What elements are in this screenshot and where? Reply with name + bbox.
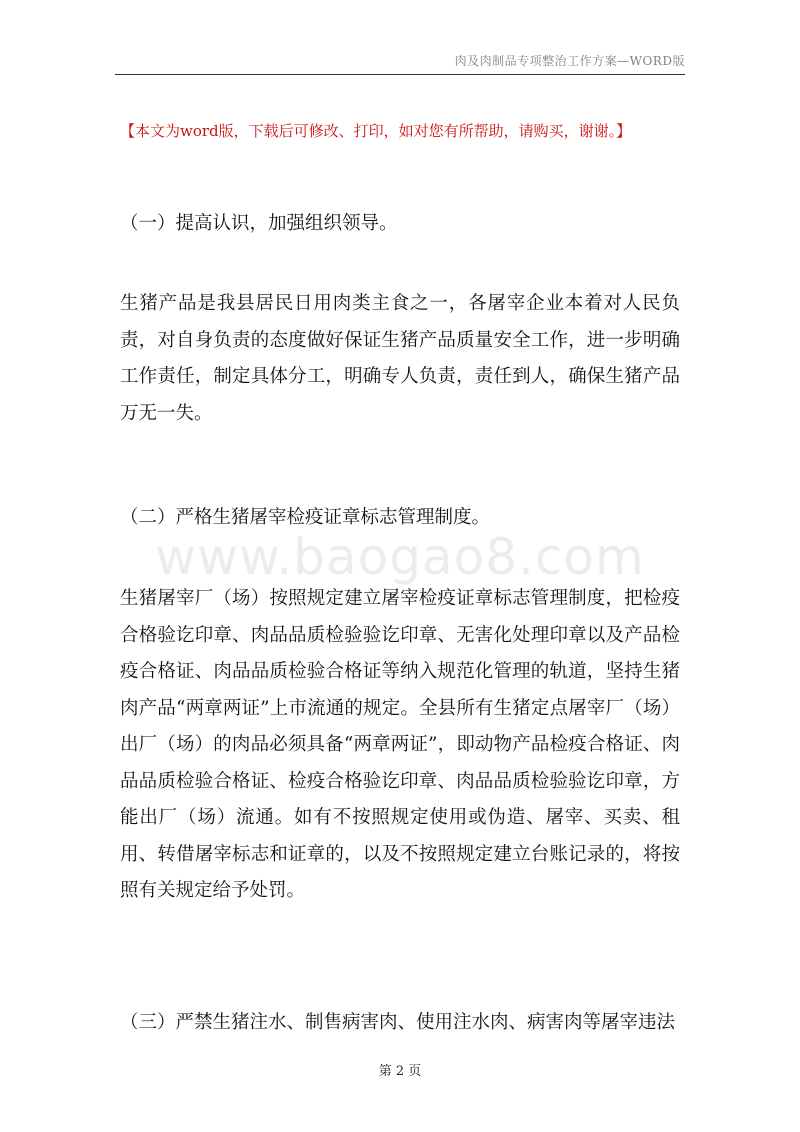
header-title: 肉及肉制品专项整治工作方案—WORD版 (454, 54, 685, 68)
page-number: 第 2 页 (378, 1064, 422, 1079)
section-heading-3: （三）严禁生猪注水、制售病害肉、使用注水肉、病害肉等屠宰违法 (120, 1012, 676, 1033)
section-heading-1: （一）提高认识，加强组织领导。 (120, 213, 398, 234)
section-body-2: 生猪屠宰厂（场）按照规定建立屠宰检疫证章标志管理制度，把检疫合格验讫印章、肉品品质检验验讫印章、无害化处理印章以及产品检疫合格证、肉品品质检验合格证等纳入规范化管理的轨道，坚持生猪肉产品“两章两证”上市流通的规定。全县所有生猪定点屠宰厂（场）出厂（场）的肉品必须具备“两章两证”，即动物产品检疫合格证、肉品品质检验合格证、检疫合格验讫印章、肉品品质检验验讫印章，方能出厂（场）流通。如有不按照规定使用或伪造、屠宰、买卖、租用、转借屠宰标志和证章的，以及不按照规定建立台账记录的，将按照有关规定给予处罚。 (120, 588, 680, 901)
purchase-notice: 【本文为word版，下载后可修改、打印，如对您有所帮助，请购买，谢谢。】 (120, 122, 632, 140)
watermark: www.baogao8.com (155, 528, 645, 586)
section-body-1: 生猪产品是我县居民日用肉类主食之一，各屠宰企业本着对人民负责，对自身负责的态度做好保证生猪产品质量安全工作，进一步明确工作责任，制定具体分工，明确专人负责，责任到人，确保生猪产品万无一失。 (120, 293, 680, 424)
section-heading-2: （二）严格生猪屠宰检疫证章标志管理制度。 (120, 507, 491, 528)
header-divider (115, 74, 685, 75)
